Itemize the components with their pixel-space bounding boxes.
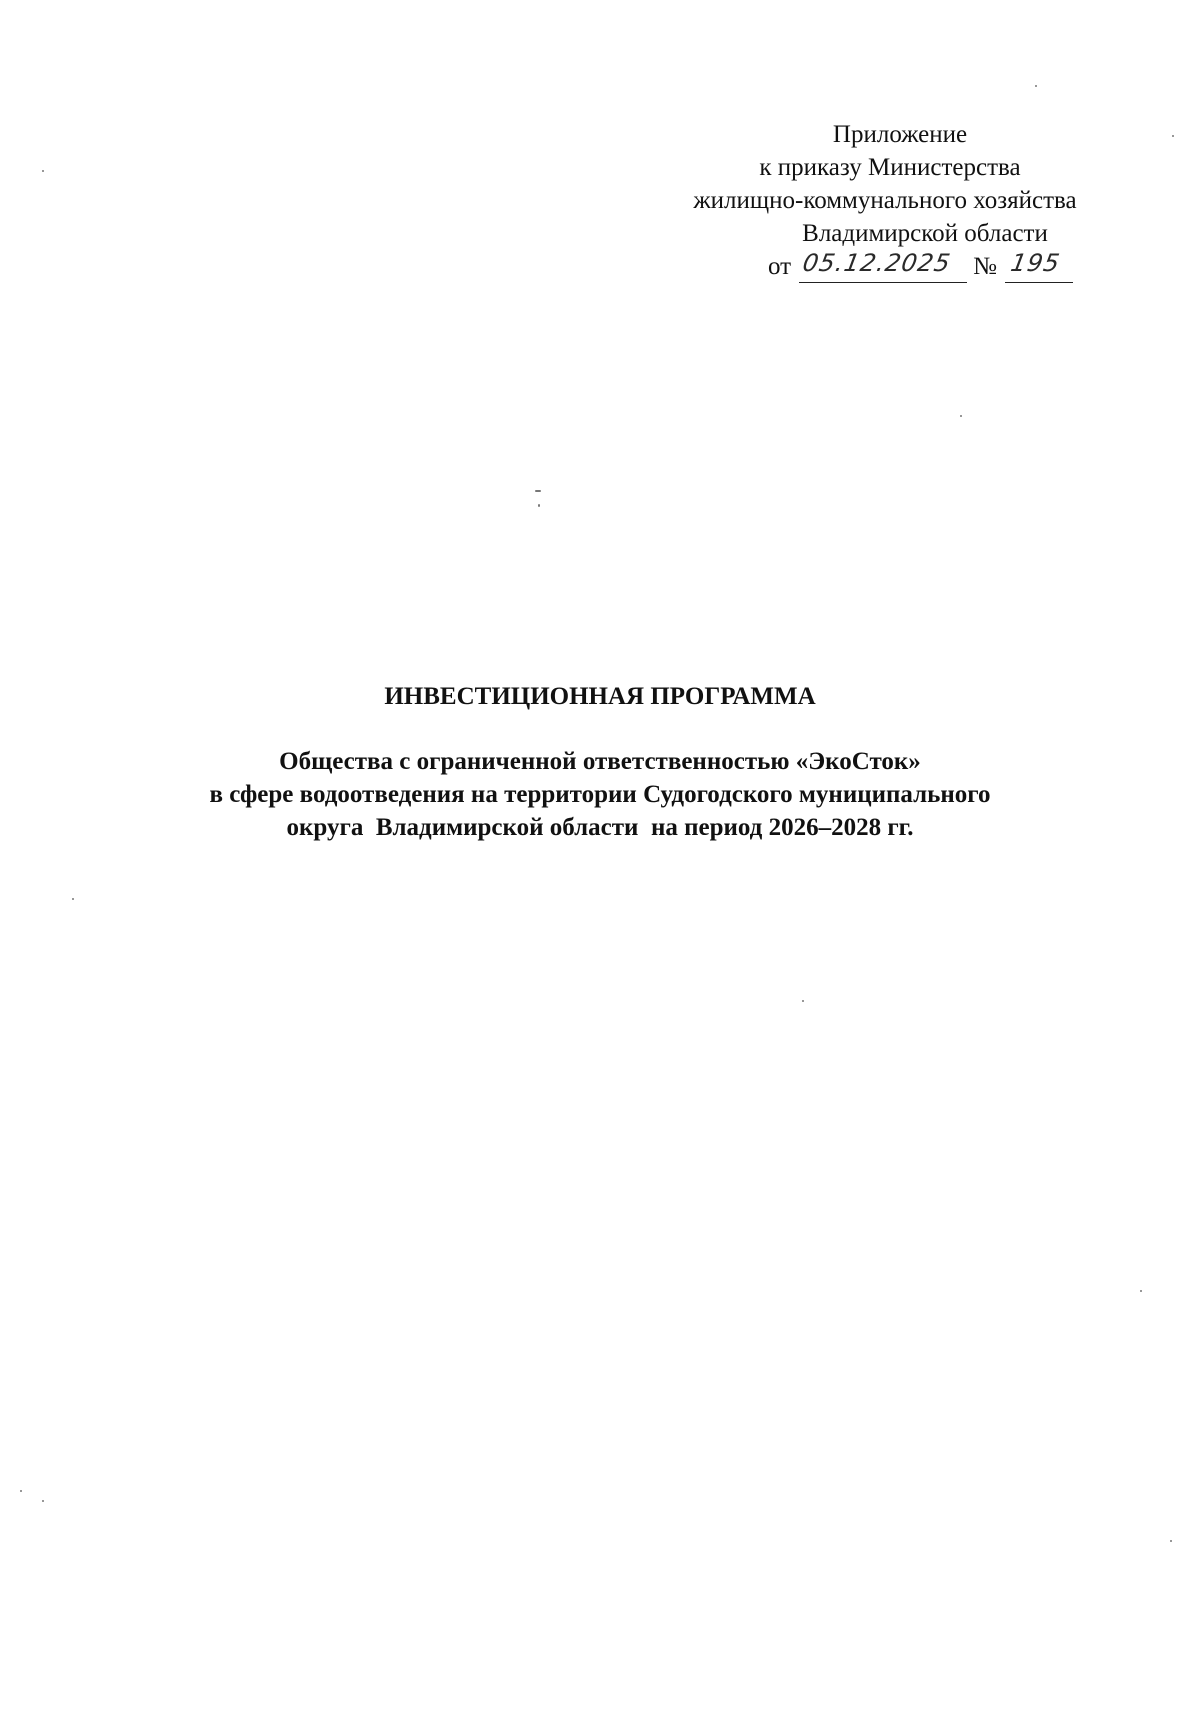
appendix-line-2: к приказу Министерства xyxy=(759,154,1021,181)
subtitle-line-1: Общества с ограниченной ответственностью «ЭкоСток» xyxy=(279,748,921,775)
appendix-header xyxy=(660,118,1130,250)
document-subtitle xyxy=(100,745,1100,844)
scan-speck xyxy=(535,490,541,492)
subtitle-line-3: округа Владимирской области на период 2026–2028 гг. xyxy=(286,814,914,841)
scan-speck xyxy=(802,1000,804,1002)
scan-speck xyxy=(42,170,44,172)
handwritten-date: 05.12.2025 xyxy=(800,249,954,277)
handwritten-number: 195 xyxy=(1008,249,1063,277)
date-prefix: от xyxy=(768,253,792,280)
scan-speck xyxy=(960,415,962,417)
subtitle-line-2: в сфере водоотведения на территории Судогодского муниципального xyxy=(209,781,991,808)
scan-speck xyxy=(1140,1290,1142,1292)
appendix-line-1: Приложение xyxy=(832,121,968,148)
scan-speck xyxy=(538,504,540,507)
document-title: ИНВЕСТИЦИОННАЯ ПРОГРАММА xyxy=(384,683,816,710)
order-date-number-line xyxy=(768,250,1073,283)
scan-speck xyxy=(42,1500,44,1502)
scan-speck xyxy=(72,898,74,900)
scan-speck xyxy=(1170,1540,1172,1542)
appendix-line-4: Владимирской области xyxy=(802,220,1048,247)
number-sign: № xyxy=(973,253,997,280)
date-field xyxy=(799,249,967,283)
scan-speck xyxy=(20,1490,22,1492)
scan-speck xyxy=(1035,85,1037,87)
scan-speck xyxy=(1172,135,1174,137)
number-field xyxy=(1005,249,1073,283)
appendix-line-3: жилищно-коммунального хозяйства xyxy=(693,187,1077,214)
